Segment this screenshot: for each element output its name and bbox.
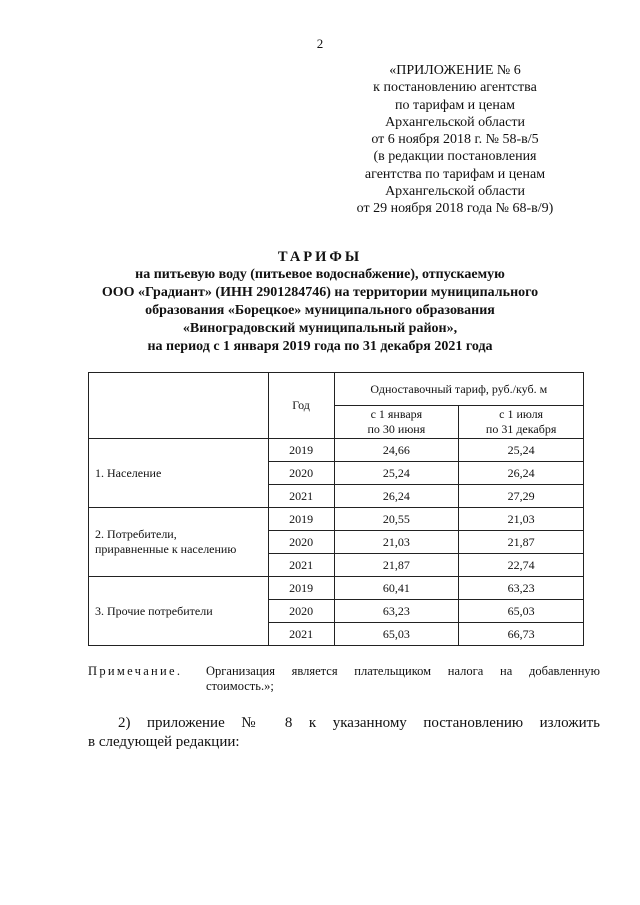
tariff-second-half: 21,03 [459, 508, 584, 531]
table-row [89, 439, 584, 462]
subtitle-line: на период с 1 января 2019 года по 31 декабря 2021 года [147, 339, 493, 354]
tariff-first-half: 26,24 [334, 485, 459, 508]
tariff-first-half: 63,23 [334, 600, 459, 623]
category-label: 3. Прочие потребители [95, 603, 213, 618]
tariff-second-half: 26,24 [459, 462, 584, 485]
tariff-second-half: 65,03 [459, 600, 584, 623]
tariff-second-half: 21,87 [459, 531, 584, 554]
year-cell: 2019 [268, 439, 334, 462]
appendix-line: от 29 ноября 2018 года № 68-в/9) [356, 201, 554, 217]
tariff-second-half: 63,23 [459, 577, 584, 600]
tariff-first-half: 65,03 [334, 623, 459, 646]
subtitle-line: ООО «Градиант» (ИНН 2901284746) на территории муниципального [101, 285, 539, 300]
header-first-half-to: по 30 июня [367, 422, 426, 436]
tariff-first-half: 60,41 [334, 577, 459, 600]
header-year: Год [268, 373, 334, 439]
appendix-line: по тарифам и ценам [395, 97, 515, 113]
appendix-line: Архангельской области [385, 184, 525, 200]
header-second-half-to: по 31 декабря [485, 422, 557, 436]
year-cell: 2020 [268, 462, 334, 485]
table-row [89, 577, 584, 600]
appendix-line: «ПРИЛОЖЕНИЕ № 6 [389, 63, 521, 78]
header-tariff: Одноставочный тариф, руб./куб. м [334, 373, 583, 406]
tariff-first-half: 21,03 [334, 531, 459, 554]
year-cell: 2019 [268, 508, 334, 531]
table-row [89, 508, 584, 531]
appendix-line: агентства по тарифам и ценам [364, 166, 546, 182]
tariff-second-half: 22,74 [459, 554, 584, 577]
category-label: 1. Население [95, 465, 162, 480]
appendix-header [330, 62, 580, 218]
tariff-first-half: 25,24 [334, 462, 459, 485]
note-text-line: стоимость.»; [206, 679, 274, 693]
paragraph-line: в следующей редакции: [88, 734, 240, 750]
category-label: приравненные к населению [95, 542, 237, 556]
tariff-first-half: 20,55 [334, 508, 459, 531]
year-cell: 2020 [268, 531, 334, 554]
header-second-half-from: с 1 июля [499, 407, 544, 421]
category-cell [89, 577, 269, 646]
tariff-first-half: 21,87 [334, 554, 459, 577]
year-cell: 2021 [268, 485, 334, 508]
header-empty-cell [89, 373, 269, 439]
tariff-second-half: 27,29 [459, 485, 584, 508]
year-cell: 2021 [268, 554, 334, 577]
subtitle-line: «Виноградовский муниципальный район», [182, 321, 458, 336]
tariff-first-half: 24,66 [334, 439, 459, 462]
tariff-table [88, 372, 584, 646]
appendix-line: от 6 ноября 2018 г. № 58-в/5 [371, 132, 539, 148]
year-cell: 2020 [268, 600, 334, 623]
subtitle-line: образования «Борецкое» муниципального образования [145, 303, 495, 318]
document-title-block [60, 248, 580, 356]
appendix-line: Архангельской области [385, 114, 525, 130]
body-paragraph [88, 714, 600, 752]
tariff-second-half: 25,24 [459, 439, 584, 462]
category-cell [89, 439, 269, 508]
paragraph-line: 2) приложение № 8 к указанному постановлению изложить [118, 715, 600, 731]
document-title: ТАРИФЫ [277, 249, 363, 265]
note-label: Примечание. [88, 664, 183, 678]
category-cell [89, 508, 269, 577]
year-cell: 2019 [268, 577, 334, 600]
appendix-line: (в редакции постановления [373, 149, 537, 165]
note-text-line: Организация является плательщиком налога на добавленную [206, 664, 600, 678]
header-first-half [334, 406, 459, 439]
subtitle-line: на питьевую воду (питьевое водоснабжение), отпускаемую [135, 267, 505, 282]
header-second-half [459, 406, 584, 439]
category-label: 2. Потребители, [95, 527, 177, 541]
year-cell: 2021 [268, 623, 334, 646]
tariff-second-half: 66,73 [459, 623, 584, 646]
header-first-half-from: с 1 января [370, 407, 423, 421]
appendix-line: к постановлению агентства [373, 80, 537, 96]
page-number: 2 [316, 36, 324, 51]
